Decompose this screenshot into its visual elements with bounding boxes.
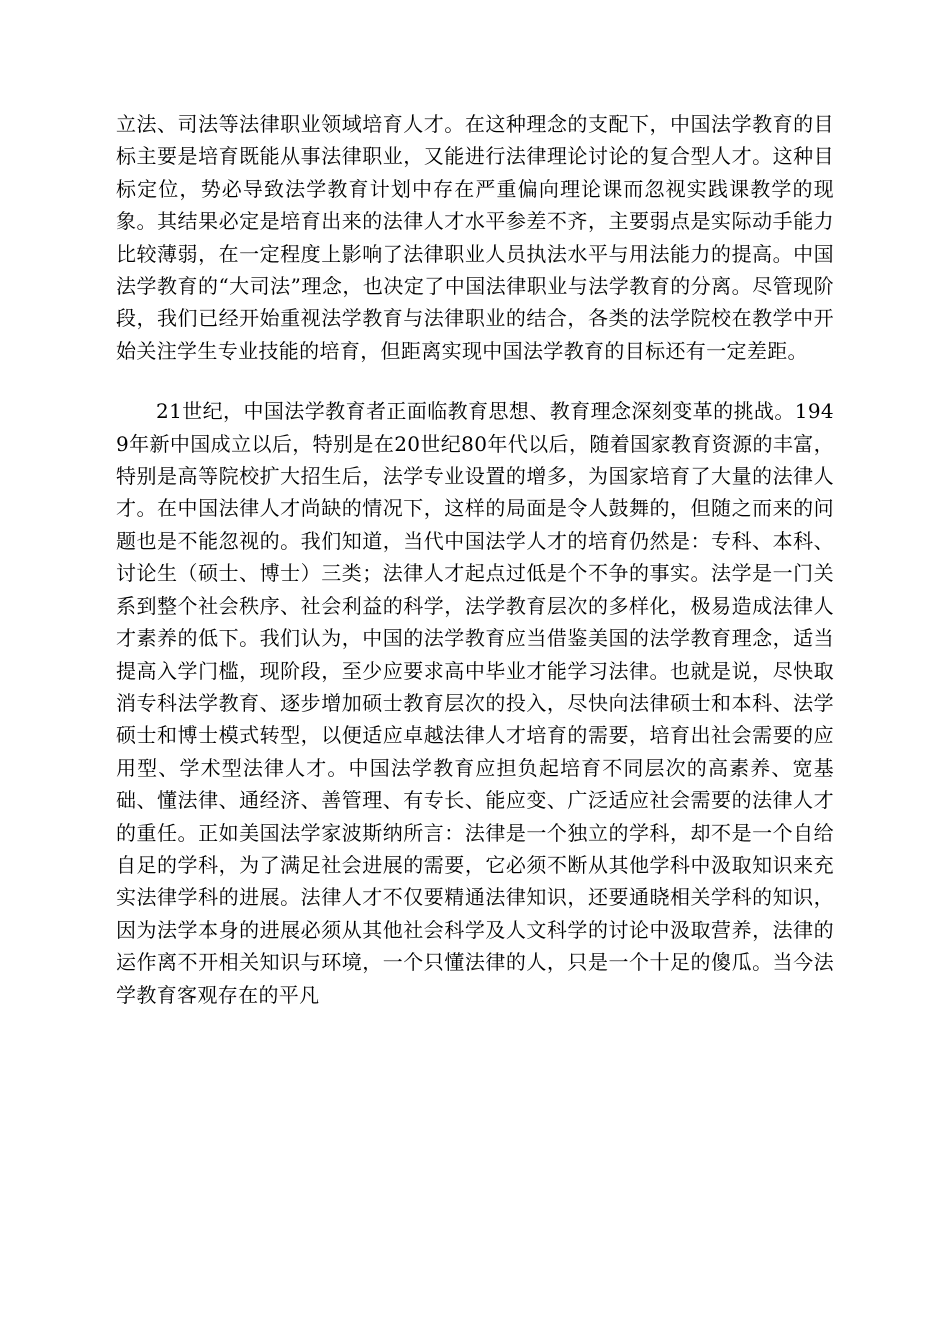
document-page: [116, 108, 834, 1011]
body-paragraph-2: 21世纪，中国法学教育者正面临教育思想、教育理念深刻变革的挑战。1949年新中国成立以后，特别是在20世纪80年代以后，随着国家教育资源的丰富，特别是高等院校扩大招生后，法学专业设置的增多，为国家培育了大量的法律人才。在中国法律人才尚缺的情况下，这样的局面是令人鼓舞的，但随之而来的问题也是不能忽视的。我们知道，当代中国法学人才的培育仍然是：专科、本科、讨论生（硕士、博士）三类；法律人才起点过低是个不争的事实。法学是一门关系到整个社会秩序、社会利益的科学，法学教育层次的多样化，极易造成法律人才素养的低下。我们认为，中国的法学教育应当借鉴美国的法学教育理念，适当提高入学门槛，现阶段，至少应要求高中毕业才能学习法律。也就是说，尽快取消专科法学教育、逐步增加硕士教育层次的投入，尽快向法律硕士和本科、法学硕士和博士模式转型，以便适应卓越法律人才培育的需要，培育出社会需要的应用型、学术型法律人才。中国法学教育应担负起培育不同层次的高素养、宽基础、懂法律、通经济、善管理、有专长、能应变、广泛适应社会需要的法律人才的重任。正如美国法学家波斯纳所言：法律是一个独立的学科，却不是一个自给自足的学科，为了满足社会进展的需要，它必须不断从其他学科中汲取知识来充实法律学科的进展。法律人才不仅要精通法律知识，还要通晓相关学科的知识，因为法学本身的进展必须从其他社会科学及人文科学的讨论中汲取营养，法律的运作离不开相关知识与环境，一个只懂法律的人，只是一个十足的傻瓜。当今法学教育客观存在的平凡: [116, 399, 834, 1007]
body-paragraph-1: 立法、司法等法律职业领域培育人才。在这种理念的支配下，中国法学教育的目标主要是培育既能从事法律职业，又能进行法律理论讨论的复合型人才。这种目标定位，势必导致法学教育计划中存在严重偏向理论课而忽视实践课教学的现象。其结果必定是培育出来的法律人才水平参差不齐，主要弱点是实际动手能力比较薄弱，在一定程度上影响了法律职业人员执法水平与用法能力的提高。中国法学教育的“大司法”理念，也决定了中国法律职业与法学教育的分离。尽管现阶段，我们已经开始重视法学教育与法律职业的结合，各类的法学院校在教学中开始关注学生专业技能的培育，但距离实现中国法学教育的目标还有一定差距。: [116, 112, 834, 363]
